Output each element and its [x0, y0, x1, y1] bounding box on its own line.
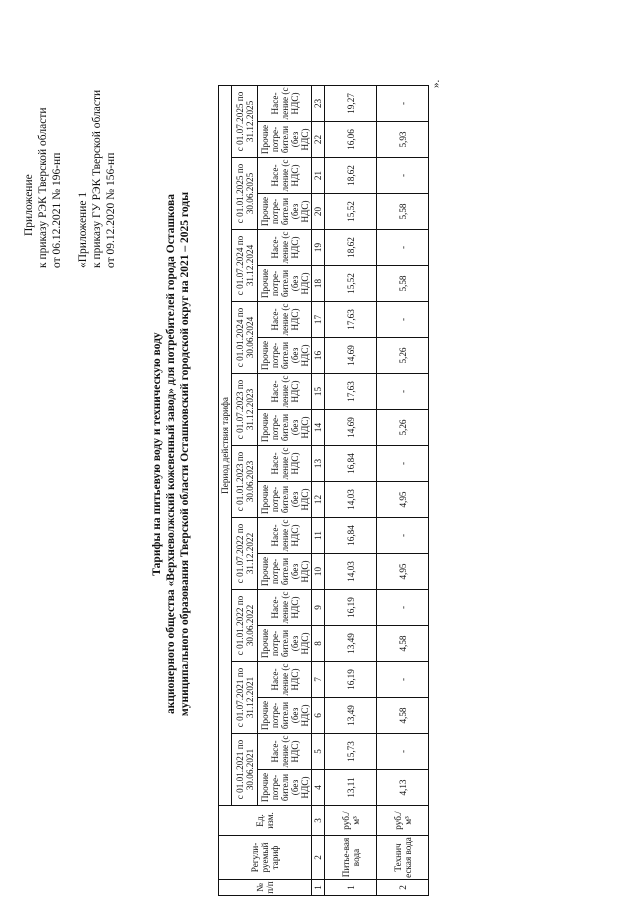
period-header-2: с 01.07.2021 по 31.12.2021	[232, 662, 258, 734]
tariff-value: -	[377, 734, 429, 770]
period-header-8: с 01.07.2024 по 31.12.2024	[232, 230, 258, 302]
subheader-population: Насе-ление (с НДС)	[258, 734, 312, 770]
tariff-value: 13,11	[325, 770, 377, 806]
row-num: 2	[377, 880, 429, 896]
subheader-population: Насе-ление (с НДС)	[258, 85, 312, 121]
tariff-value: 4,58	[377, 698, 429, 734]
prev-order-date: от 09.12.2020 № 156-нп	[105, 152, 117, 268]
tariff-value: -	[377, 446, 429, 482]
tariff-value: 15,52	[325, 194, 377, 230]
closing-quote: ».	[430, 79, 442, 88]
prev-appendix-label: «Приложение 1	[77, 191, 89, 268]
subheader-population: Насе-ление (с НДС)	[258, 158, 312, 194]
tariff-value: 16,06	[325, 122, 377, 158]
tariff-value: -	[377, 158, 429, 194]
tariff-value: 13,49	[325, 626, 377, 662]
subheader-other-consumers: Прочие потре-бители (без НДС)	[258, 482, 312, 518]
column-number: 4	[312, 770, 325, 806]
subheader-population: Насе-ление (с НДС)	[258, 662, 312, 698]
tariff-value: 16,84	[325, 518, 377, 554]
tariff-value: 19,27	[325, 85, 377, 121]
header-unit: Ед. изм.	[219, 806, 312, 836]
tariff-value: 4,95	[377, 482, 429, 518]
column-number: 16	[312, 338, 325, 374]
tariff-value: 5,58	[377, 266, 429, 302]
column-number: 20	[312, 194, 325, 230]
subheader-other-consumers: Прочие потре-бители (без НДС)	[258, 266, 312, 302]
prev-order-ref: к приказу ГУ РЭК Тверской области	[91, 89, 103, 268]
tariff-value: -	[377, 590, 429, 626]
table-row	[325, 85, 377, 895]
row-tariff-name: Технич еская вода	[377, 836, 429, 880]
table-row	[377, 85, 429, 895]
column-number: 1	[312, 880, 325, 896]
column-number: 3	[312, 806, 325, 836]
tariff-value: 5,58	[377, 194, 429, 230]
column-number: 6	[312, 698, 325, 734]
title-line-1: Тарифы на питьевую воду и техническую воду	[151, 332, 163, 576]
period-header-3: с 01.01.2022 по 30.06.2022	[232, 590, 258, 662]
appendix-order-date: от 06.12.2021 № 196-нп	[51, 152, 63, 268]
subheader-population: Насе-ление (с НДС)	[258, 518, 312, 554]
column-number: 7	[312, 662, 325, 698]
subheader-population: Насе-ление (с НДС)	[258, 302, 312, 338]
column-number: 19	[312, 230, 325, 266]
tariff-table	[218, 85, 429, 896]
tariff-value: 16,19	[325, 590, 377, 626]
row-unit: руб./м³	[325, 806, 377, 836]
tariff-value: 14,03	[325, 482, 377, 518]
subheader-population: Насе-ление (с НДС)	[258, 230, 312, 266]
period-header-9: с 01.01.2025 по 30.06.2025	[232, 158, 258, 230]
subheader-other-consumers: Прочие потре-бители (без НДС)	[258, 122, 312, 158]
appendix-header	[22, 90, 118, 268]
subheader-other-consumers: Прочие потре-бители (без НДС)	[258, 194, 312, 230]
tariff-value: -	[377, 662, 429, 698]
tariff-value: 18,62	[325, 158, 377, 194]
column-number: 22	[312, 122, 325, 158]
header-period: Период действия тарифа	[219, 85, 232, 805]
tariff-value: 17,63	[325, 374, 377, 410]
tariff-value: 15,73	[325, 734, 377, 770]
column-number: 23	[312, 85, 325, 121]
column-number: 10	[312, 554, 325, 590]
appendix-label: Приложение	[23, 174, 35, 236]
tariff-value: 4,95	[377, 554, 429, 590]
subheader-population: Насе-ление (с НДС)	[258, 446, 312, 482]
tariff-value: -	[377, 230, 429, 266]
document-title	[150, 44, 192, 864]
tariff-value: 14,03	[325, 554, 377, 590]
appendix-order-ref: к приказу РЭК Тверской области	[37, 107, 49, 268]
tariff-value: 5,93	[377, 122, 429, 158]
subheader-other-consumers: Прочие потре-бители (без НДС)	[258, 770, 312, 806]
tariff-value: 15,52	[325, 266, 377, 302]
tariff-value: 17,63	[325, 302, 377, 338]
tariff-value: -	[377, 85, 429, 121]
subheader-other-consumers: Прочие потре-бители (без НДС)	[258, 554, 312, 590]
column-number: 11	[312, 518, 325, 554]
period-header-7: с 01.01.2024 по 30.06.2024	[232, 302, 258, 374]
header-num: № п/п	[219, 880, 312, 896]
column-number: 15	[312, 374, 325, 410]
tariff-value: 5,26	[377, 338, 429, 374]
column-number: 8	[312, 626, 325, 662]
tariff-value: -	[377, 374, 429, 410]
tariff-value: 4,13	[377, 770, 429, 806]
title-line-3: муниципального образования Тверской области Осташковский городской округ на 2021 – 2025 годы	[179, 191, 191, 717]
column-number: 12	[312, 482, 325, 518]
column-number: 13	[312, 446, 325, 482]
row-tariff-name: Питье-вая вода	[325, 836, 377, 880]
tariff-value: -	[377, 302, 429, 338]
tariff-value: 14,69	[325, 410, 377, 446]
subheader-other-consumers: Прочие потре-бители (без НДС)	[258, 698, 312, 734]
column-number: 2	[312, 836, 325, 880]
tariff-value: 16,19	[325, 662, 377, 698]
column-number: 21	[312, 158, 325, 194]
tariff-value: 14,69	[325, 338, 377, 374]
subheader-population: Насе-ление (с НДС)	[258, 374, 312, 410]
tariff-value: 13,49	[325, 698, 377, 734]
tariff-value: -	[377, 518, 429, 554]
period-header-4: с 01.07.2022 по 31.12.2022	[232, 518, 258, 590]
subheader-other-consumers: Прочие потре-бители (без НДС)	[258, 626, 312, 662]
column-number: 14	[312, 410, 325, 446]
column-number: 9	[312, 590, 325, 626]
period-header-10: с 01.07.2025 по 31.12.2025	[232, 85, 258, 157]
subheader-population: Насе-ление (с НДС)	[258, 590, 312, 626]
column-number: 18	[312, 266, 325, 302]
tariff-value: 5,26	[377, 410, 429, 446]
row-num: 1	[325, 880, 377, 896]
row-unit: руб./м³	[377, 806, 429, 836]
period-header-6: с 01.07.2023 по 31.12.2023	[232, 374, 258, 446]
tariff-value: 4,58	[377, 626, 429, 662]
period-header-5: с 01.01.2023 по 30.06.2023	[232, 446, 258, 518]
tariff-value: 18,62	[325, 230, 377, 266]
column-number: 17	[312, 302, 325, 338]
period-header-1: с 01.01.2021 по 30.06.2021	[232, 734, 258, 806]
title-line-2: акционерного общества «Верхневолжский кожевенный завод» для потребителей города Осташкова	[165, 194, 177, 714]
subheader-other-consumers: Прочие потре-бители (без НДС)	[258, 338, 312, 374]
header-tariff: Регули-руемый тариф	[219, 836, 312, 880]
subheader-other-consumers: Прочие потре-бители (без НДС)	[258, 410, 312, 446]
column-number: 5	[312, 734, 325, 770]
tariff-value: 16,84	[325, 446, 377, 482]
